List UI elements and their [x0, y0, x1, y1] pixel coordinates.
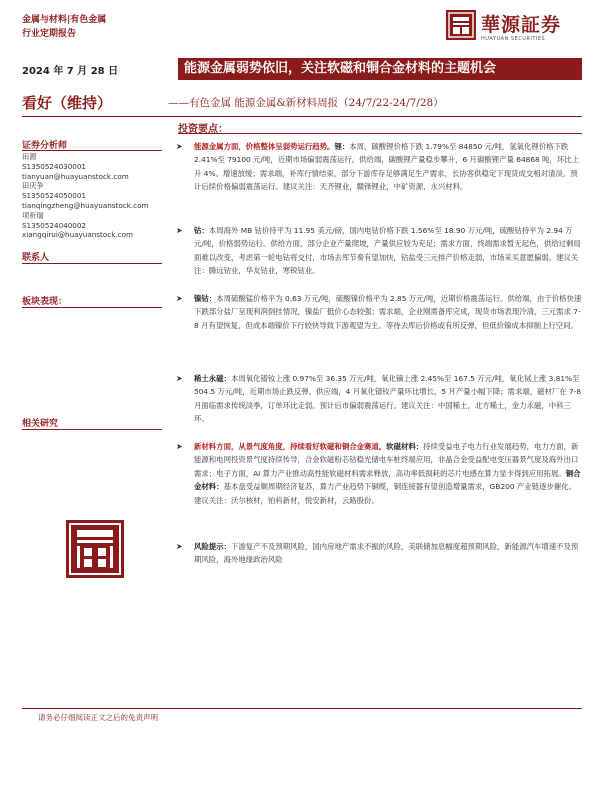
huayuan-seal-icon [66, 520, 124, 578]
investment-divider [178, 133, 582, 134]
para-new-materials [176, 440, 582, 507]
analyst-line: S1350524040002 [22, 220, 87, 230]
soft-magnetic-label: 软磁材料： [386, 442, 424, 451]
analyst-line: S1350524050001 [22, 191, 87, 201]
bullet-arrow-icon: ➤ [176, 542, 183, 551]
para-lithium [176, 140, 582, 194]
contact-heading: 联系人 [22, 253, 50, 263]
analyst-line: xiangqirui@huayuanstock.com [22, 230, 134, 240]
report-subtitle: ——有色金属 能源金属&新材料周报（24/7/22-24/7/28） [168, 97, 444, 109]
rating-label: 看好（维持） [22, 94, 113, 112]
analyst-line: 项祈瑞 [22, 210, 44, 220]
sector-performance-divider [22, 307, 162, 308]
analysts-heading: 证券分析师 [22, 141, 68, 151]
nickel-label: 镍钴： [194, 294, 217, 303]
header-divider [22, 116, 582, 117]
analyst-line: tianyuan@huayuanstock.com [22, 171, 129, 181]
rare-earth-label: 稀土永磁： [194, 374, 231, 383]
nickel-text: 本周硫酸锰价格平为 0.63 万元/吨，硫酸镍价格平为 2.85 万元/吨，近期价格震荡运行。供给端，由于价格快速下跌部分盐厂呈现利润倒挂情况，镍盐厂挺价心态较强；需求端，企业刚需备库完成，现货市场表现冷清，三元需求 7-8 月有望恢复，但成本端镍价下行较快导致下游观望为主。等待去库后价格或有所反弹，但低价镍成本抑制上行空间。 [194, 294, 582, 330]
footer-divider [22, 708, 582, 709]
bullet-arrow-icon: ➤ [176, 374, 183, 383]
logo-text: 華源証券 [481, 14, 562, 36]
analysts-divider [22, 150, 162, 151]
investment-heading: 投资要点： [178, 124, 228, 135]
report-title: 能源金属弱势依旧，关注软磁和铜合金材料的主题机会 [178, 58, 582, 80]
copper-alloy-text: 基本盘受益顺周期经济复苏，算力产业趋势下铜缆，铜连接器有望创造增量需求，GB200 产业链逐步催化。建议关注：沃尔核材，铂科新材，悦安新材，云路股份。 [194, 482, 577, 505]
risk-text: 下游复产不及预期风险，国内房地产需求不振的风险，美联储加息幅度超预期风险，新能源汽车增速不及预期风险，海外地缘政治风险 [194, 542, 579, 565]
header-left [22, 13, 222, 41]
related-research-divider [22, 429, 162, 430]
contact-divider [22, 263, 162, 264]
analyst-line: tianqingzheng@huayuanstock.com [22, 200, 149, 210]
soft-magnetic-text: 持续受益电子电力行业发展趋势，电力方面，新能源和电网投资景气度持续传导，合金软磁粉芯钴稳光储电车桩终端应用，非晶合金受益配电变压器景气度及海外出口需求；电子方面，AI 算力产业推动高性能软磁材料需求释放，高功率低损耗的芯片电感在算力显卡得到应用拓展。 [194, 442, 579, 478]
bullet-arrow-icon: ➤ [176, 442, 183, 451]
cobalt-label: 钴： [194, 226, 209, 235]
lithium-label: 锂： [334, 142, 350, 151]
analyst-line: 田源 [22, 152, 37, 161]
bullet-arrow-icon: ➤ [176, 142, 183, 151]
analyst-line: 田庆争 [22, 181, 44, 191]
disclaimer-note: 请务必仔细阅读正文之后的免责声明 [38, 713, 158, 722]
analyst-list [22, 152, 172, 240]
category-label: 金属与材料|有色金属 [22, 15, 107, 25]
report-type-label: 行业定期报告 [22, 29, 77, 39]
logo-subtitle: HUAYUAN SECURITIES [481, 36, 546, 42]
para-cobalt [176, 224, 582, 278]
para-nickel [176, 292, 582, 332]
rare-earth-text: 本周氧化镨钕上涨 0.97%至 36.35 万元/吨，氧化镝上涨 2.45%至 167.5 万元/吨，氧化铽上涨 3.81%至 504.5 万元/吨，近期市场止跌反弹。供应端，4 月氧化镨钕产量环比增长，5 月产量小幅下降；需求端，磁材厂在 7-8 月面临需求传统淡季，订单环比走弱。预计后市偏弱震荡运行。建议关注：中国稀土，北方稀土，金力永磁，中科三环。 [194, 374, 582, 424]
cobalt-text: 本周海外 MB 钴价持平为 11.95 美元/磅，国内电钴价格下跌 1.56%至 18.90 万元/吨，硫酸钴持平为 2.94 万元/吨，价格弱势运行。供给方面，部分企业产量爬坡，产量供应较为充足；需求方面，终端需求暂无起色，供给过剩局面难以改变，考虑第一轮电钴将交付，市场去库节奏有望加快，钴盐受三元排产价格走弱，市场采买意愿偏弱。建议关注：腾远钴业，华友钴业，寒锐钴业。 [194, 226, 581, 276]
lithium-text: 本周，碳酸锂价格下跌 1.79%至 84850 元/吨，氢氧化锂价格下跌 2.41%至 79100 元/吨，近期市场偏弱震荡运行。供给端，碳酸锂产量稳步攀升，6 月碳酸锂产量 64868 吨，环比上升 4%。增速放缓；需求端，补库行情结束，部分下游库存足够满足生产需求，长协客供稳定下现货成交相对清淡。预计后续价格偏弱震荡运行。建议关注：天齐锂业，赣锋锂业，中矿资源，永兴材料。 [194, 142, 580, 192]
para-rare-earth [176, 372, 582, 426]
bullet-arrow-icon: ➤ [176, 294, 183, 303]
new-materials-highlight: 新材料方面，从景气度角度，持续看好软磁和铜合金赛道。 [194, 442, 387, 451]
huayuan-logo-icon [446, 10, 476, 40]
related-research-heading: 相关研究 [22, 419, 59, 429]
copper-alloy-label: 铜合金材料： [194, 468, 581, 492]
report-date: 2024 年 7 月 28 日 [22, 66, 119, 77]
sector-performance-heading: 板块表现： [22, 297, 68, 307]
bullet-arrow-icon: ➤ [176, 226, 183, 235]
analyst-line: S1350524030001 [22, 161, 87, 171]
energy-metals-highlight: 能源金属方面，价格整体呈弱势运行趋势。 [194, 142, 335, 151]
risk-label: 风险提示： [194, 542, 231, 551]
para-risk [176, 540, 582, 567]
